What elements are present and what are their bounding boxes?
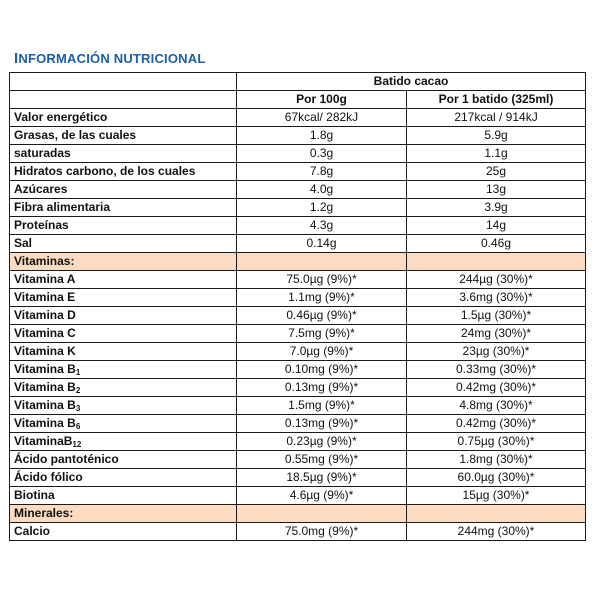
table-row — [10, 397, 586, 415]
value-per-100g: 7.0µg (9%)* — [237, 343, 407, 361]
nutrient-name: Azúcares — [14, 182, 68, 196]
nutrient-label — [10, 397, 237, 415]
nutrient-name: Vitamina B — [14, 416, 76, 430]
header-row-columns — [10, 91, 586, 109]
table-row — [10, 199, 586, 217]
nutrient-label — [10, 145, 237, 163]
nutrient-name: Vitamina C — [14, 326, 76, 340]
table-row — [10, 433, 586, 451]
nutrient-subscript: 12 — [72, 440, 82, 449]
nutrient-name: Vitamina A — [14, 272, 76, 286]
value-per-serving: 1.8mg (30%)* — [407, 451, 586, 469]
value-per-100g: 1.1mg (9%)* — [237, 289, 407, 307]
nutrient-label — [10, 523, 237, 541]
value-per-serving: 5.9g — [407, 127, 586, 145]
nutrient-label — [10, 163, 237, 181]
nutrient-label — [10, 325, 237, 343]
value-per-serving: 25g — [407, 163, 586, 181]
nutrient-name: Calcio — [14, 524, 51, 538]
nutrient-label — [10, 415, 237, 433]
nutrient-label — [10, 235, 237, 253]
header-empty-cell — [10, 91, 237, 109]
nutrient-name: Valor energético — [14, 110, 108, 124]
nutrient-label — [10, 109, 237, 127]
nutrient-name: Vitamina B — [14, 362, 76, 376]
section-empty-cell — [237, 253, 407, 271]
table-row — [10, 325, 586, 343]
value-per-100g: 18.5µg (9%)* — [237, 469, 407, 487]
table-row — [10, 145, 586, 163]
nutrient-name: Vitamina B — [14, 380, 76, 394]
value-per-100g: 1.5mg (9%)* — [237, 397, 407, 415]
nutrient-name: Vitamina E — [14, 290, 76, 304]
value-per-serving: 0.46g — [407, 235, 586, 253]
nutrient-name: Biotina — [14, 488, 55, 502]
table-row — [10, 181, 586, 199]
table-row — [10, 163, 586, 181]
header-per-serving: Por 1 batido (325ml) — [407, 91, 586, 109]
nutrient-label — [10, 181, 237, 199]
table-row — [10, 451, 586, 469]
section-title: Vitaminas: — [10, 253, 237, 271]
value-per-100g: 4.6µg (9%)* — [237, 487, 407, 505]
nutrient-label — [10, 433, 237, 451]
value-per-serving: 0.42mg (30%)* — [407, 379, 586, 397]
value-per-100g: 0.46µg (9%)* — [237, 307, 407, 325]
value-per-100g: 1.8g — [237, 127, 407, 145]
table-row — [10, 127, 586, 145]
nutrient-name: Vitamina D — [14, 308, 76, 322]
value-per-100g: 1.2g — [237, 199, 407, 217]
value-per-serving: 0.42mg (30%)* — [407, 415, 586, 433]
nutrient-name: VitaminaB — [14, 434, 73, 448]
table-row — [10, 379, 586, 397]
value-per-serving: 0.33mg (30%)* — [407, 361, 586, 379]
table-row — [10, 415, 586, 433]
value-per-serving: 217kcal / 914kJ — [407, 109, 586, 127]
value-per-serving: 60.0µg (30%)* — [407, 469, 586, 487]
value-per-100g: 0.10mg (9%)* — [237, 361, 407, 379]
table-row — [10, 523, 586, 541]
table-row — [10, 307, 586, 325]
nutrient-label — [10, 307, 237, 325]
value-per-serving: 13g — [407, 181, 586, 199]
value-per-100g: 0.3g — [237, 145, 407, 163]
nutrient-subscript: 1 — [75, 368, 81, 377]
nutrient-label — [10, 487, 237, 505]
value-per-serving: 1.5µg (30%)* — [407, 307, 586, 325]
table-row — [10, 469, 586, 487]
nutrient-label — [10, 469, 237, 487]
header-product: Batido cacao — [237, 73, 586, 91]
nutrient-subscript: 2 — [75, 386, 81, 395]
nutrient-name: Vitamina B — [14, 398, 76, 412]
header-row-product — [10, 73, 586, 91]
value-per-serving: 3.9g — [407, 199, 586, 217]
value-per-serving: 14g — [407, 217, 586, 235]
section-minerales — [10, 505, 586, 523]
section-title: Minerales: — [10, 505, 237, 523]
nutrient-subscript: 3 — [75, 404, 81, 413]
section-empty-cell — [407, 253, 586, 271]
nutrient-name: Fibra alimentaria — [14, 200, 111, 214]
table-row — [10, 361, 586, 379]
nutrient-name: Hidratos carbono, de los cuales — [14, 164, 196, 178]
value-per-100g: 0.23µg (9%)* — [237, 433, 407, 451]
value-per-serving: 0.75µg (30%)* — [407, 433, 586, 451]
table-row — [10, 487, 586, 505]
nutrient-name: Ácido fólico — [14, 470, 83, 484]
nutrient-name: Sal — [14, 236, 33, 250]
value-per-serving: 15µg (30%)* — [407, 487, 586, 505]
nutrient-name: Ácido pantoténico — [14, 452, 119, 466]
value-per-100g: 0.55mg (9%)* — [237, 451, 407, 469]
value-per-serving: 23µg (30%)* — [407, 343, 586, 361]
nutrient-label — [10, 289, 237, 307]
nutrient-label — [10, 343, 237, 361]
page-title: INFORMACIÓN NUTRICIONAL — [14, 50, 206, 67]
nutrient-subscript: 6 — [75, 422, 81, 431]
value-per-100g: 7.8g — [237, 163, 407, 181]
value-per-100g: 4.3g — [237, 217, 407, 235]
header-per-100g: Por 100g — [237, 91, 407, 109]
table-row — [10, 289, 586, 307]
section-vitaminas — [10, 253, 586, 271]
nutrient-label — [10, 271, 237, 289]
nutrient-label — [10, 127, 237, 145]
value-per-100g: 7.5mg (9%)* — [237, 325, 407, 343]
value-per-100g: 0.13mg (9%)* — [237, 415, 407, 433]
table-row — [10, 235, 586, 253]
value-per-100g: 0.14g — [237, 235, 407, 253]
header-empty-cell — [10, 73, 237, 91]
nutrient-name: Vitamina K — [14, 344, 76, 358]
value-per-100g: 67kcal/ 282kJ — [237, 109, 407, 127]
value-per-100g: 75.0mg (9%)* — [237, 523, 407, 541]
value-per-serving: 244µg (30%)* — [407, 271, 586, 289]
value-per-100g: 0.13mg (9%)* — [237, 379, 407, 397]
table-row — [10, 271, 586, 289]
section-empty-cell — [407, 505, 586, 523]
nutrition-table — [9, 72, 586, 541]
value-per-100g: 75.0µg (9%)* — [237, 271, 407, 289]
value-per-serving: 4.8mg (30%)* — [407, 397, 586, 415]
nutrient-label — [10, 217, 237, 235]
table-row — [10, 343, 586, 361]
value-per-serving: 1.1g — [407, 145, 586, 163]
nutrient-label — [10, 361, 237, 379]
value-per-serving: 244mg (30%)* — [407, 523, 586, 541]
value-per-100g: 4.0g — [237, 181, 407, 199]
table-row — [10, 217, 586, 235]
section-empty-cell — [237, 505, 407, 523]
value-per-serving: 3.6mg (30%)* — [407, 289, 586, 307]
nutrient-label — [10, 451, 237, 469]
nutrient-name: Proteínas — [14, 218, 69, 232]
nutrient-name: saturadas — [14, 146, 71, 160]
nutrient-name: Grasas, de las cuales — [14, 128, 137, 142]
nutrient-label — [10, 379, 237, 397]
value-per-serving: 24mg (30%)* — [407, 325, 586, 343]
table-row — [10, 109, 586, 127]
nutrient-label — [10, 199, 237, 217]
